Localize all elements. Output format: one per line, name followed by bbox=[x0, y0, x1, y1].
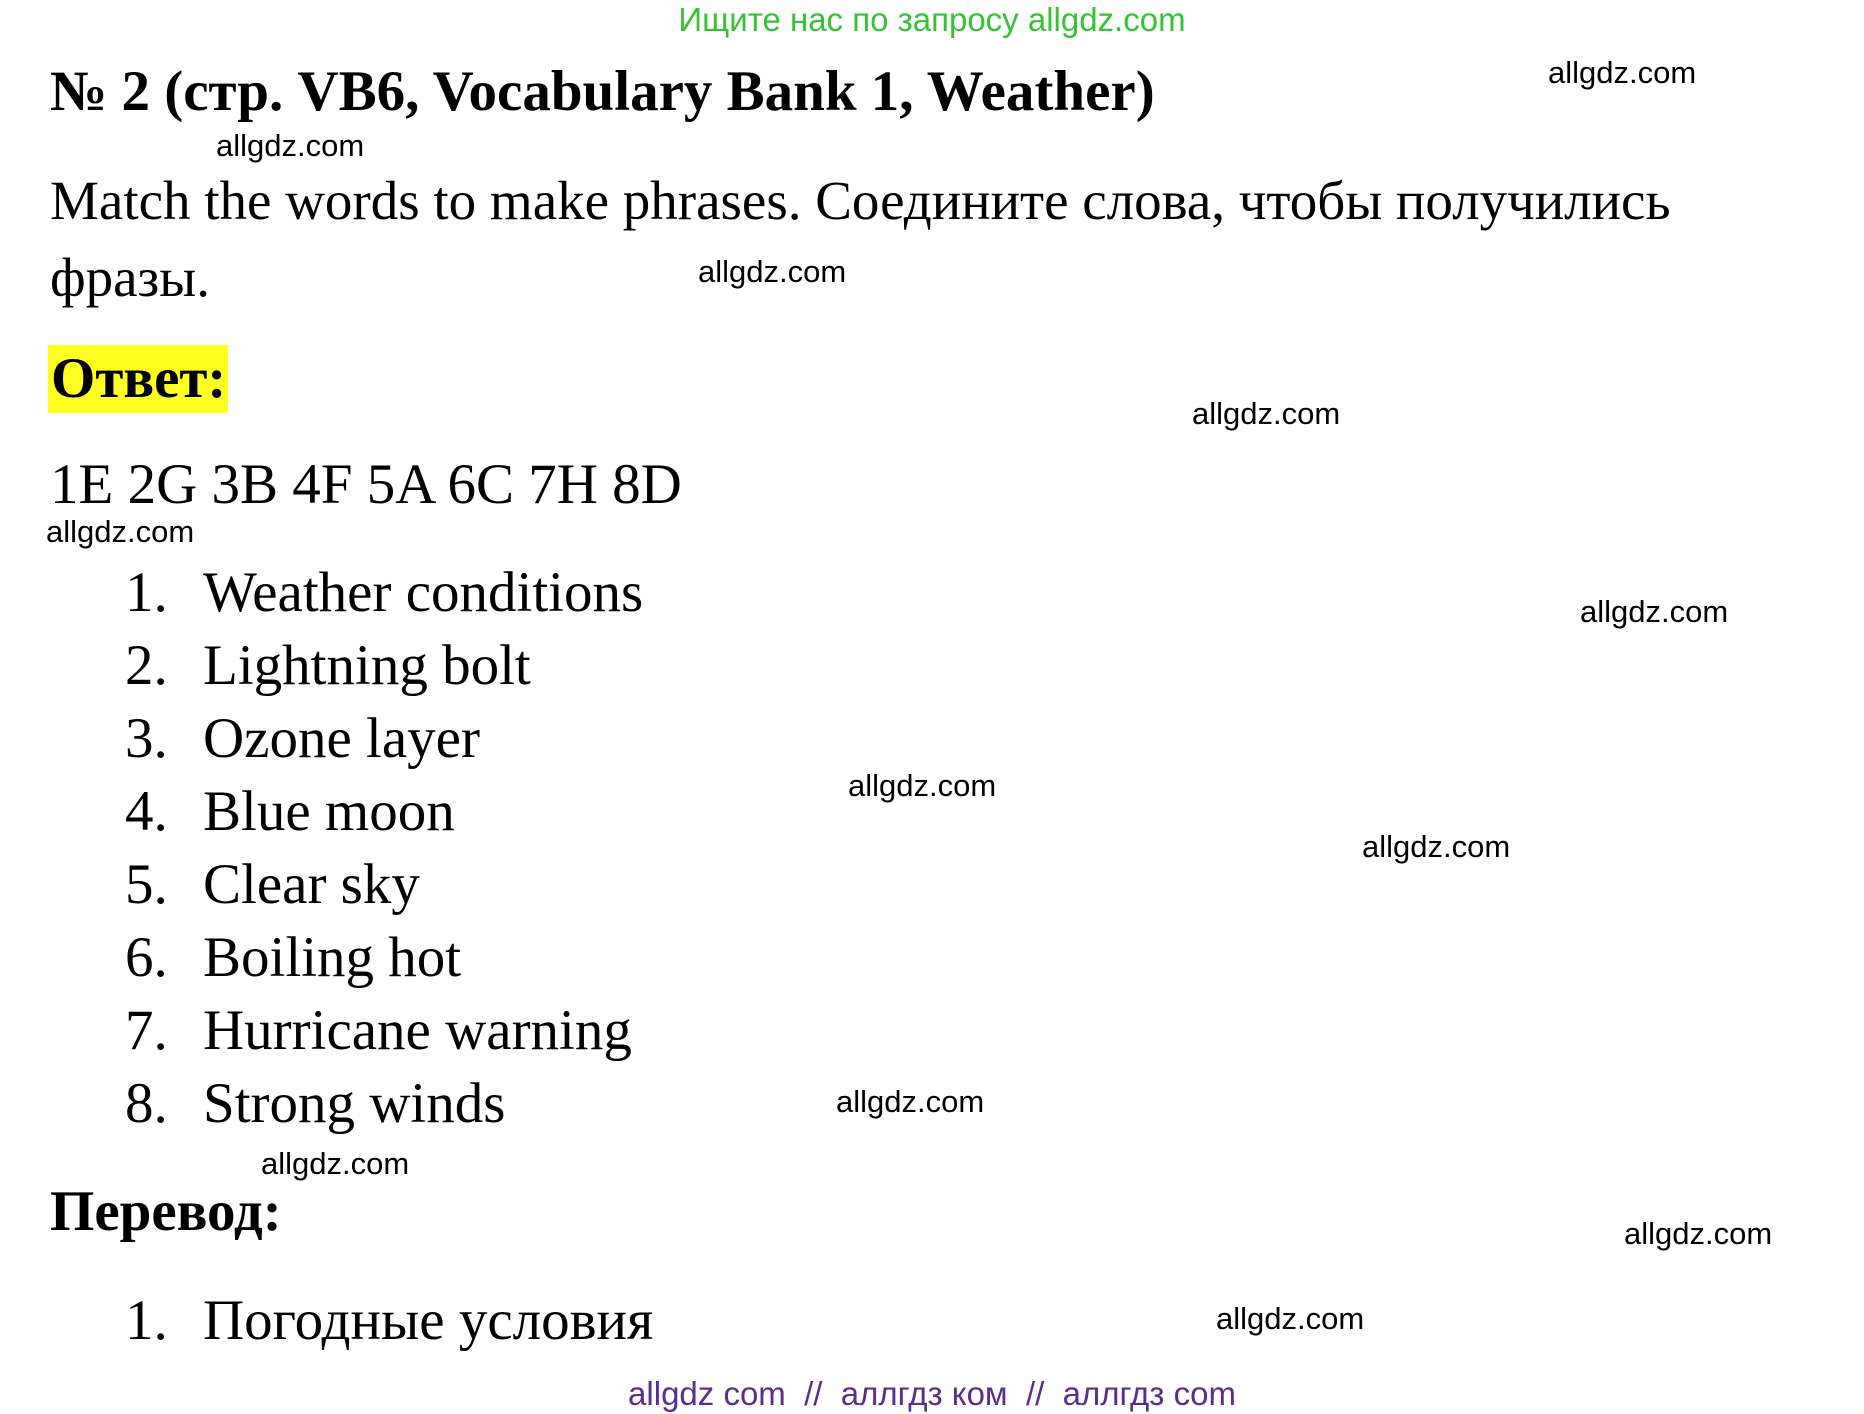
watermark: allgdz.com bbox=[848, 768, 997, 803]
item-number: 2. bbox=[125, 634, 168, 697]
item-number: 1. bbox=[125, 1289, 168, 1352]
watermark: allgdz.com bbox=[1362, 829, 1511, 864]
item-number: 5. bbox=[125, 853, 168, 916]
item-text: Lightning bolt bbox=[203, 634, 531, 697]
item-text: Ozone layer bbox=[203, 707, 480, 770]
list-item bbox=[125, 702, 643, 775]
phrase-list bbox=[125, 556, 643, 1140]
list-item bbox=[125, 556, 643, 629]
item-number: 4. bbox=[125, 780, 168, 843]
watermark: allgdz.com bbox=[1548, 55, 1697, 90]
item-number: 7. bbox=[125, 999, 168, 1062]
watermark: allgdz.com bbox=[1192, 396, 1341, 431]
list-item bbox=[125, 1067, 643, 1140]
watermark: allgdz.com bbox=[698, 254, 847, 289]
item-text: Strong winds bbox=[203, 1072, 506, 1135]
exercise-title: № 2 (стр. VB6, Vocabulary Bank 1, Weather) bbox=[50, 60, 1155, 123]
footer-watermark: allgdz com // аллгдз ком // аллгдз com bbox=[628, 1375, 1236, 1412]
answer-text: 1E 2G 3B 4F 5A 6C 7H 8D bbox=[50, 453, 682, 516]
translation-label: Перевод: bbox=[50, 1180, 282, 1243]
list-item bbox=[125, 1284, 653, 1357]
item-number: 3. bbox=[125, 707, 168, 770]
item-number: 6. bbox=[125, 926, 168, 989]
item-text: Clear sky bbox=[203, 853, 420, 916]
item-text: Blue moon bbox=[203, 780, 455, 843]
list-item bbox=[125, 629, 643, 702]
watermark: allgdz.com bbox=[261, 1146, 410, 1181]
answer-label: Ответ: bbox=[48, 345, 228, 413]
translation-list bbox=[125, 1284, 653, 1357]
watermark: allgdz.com bbox=[216, 128, 365, 163]
item-text: Weather conditions bbox=[203, 561, 644, 624]
list-item bbox=[125, 994, 643, 1067]
watermark: allgdz.com bbox=[1216, 1301, 1365, 1336]
item-text: Boiling hot bbox=[203, 926, 462, 989]
list-item bbox=[125, 921, 643, 994]
top-banner: Ищите нас по запросу allgdz.com bbox=[678, 1, 1186, 38]
item-text: Hurricane warning bbox=[203, 999, 632, 1062]
list-item bbox=[125, 848, 643, 921]
item-text: Погодные условия bbox=[203, 1289, 654, 1352]
watermark: allgdz.com bbox=[836, 1084, 985, 1119]
item-number: 8. bbox=[125, 1072, 168, 1135]
task-instruction: Match the words to make phrases. Соедините слова, чтобы получились фразы. bbox=[50, 170, 1671, 308]
item-number: 1. bbox=[125, 561, 168, 624]
list-item bbox=[125, 775, 643, 848]
watermark: allgdz.com bbox=[1624, 1216, 1773, 1251]
watermark: allgdz.com bbox=[1580, 594, 1729, 629]
watermark: allgdz.com bbox=[46, 514, 195, 549]
